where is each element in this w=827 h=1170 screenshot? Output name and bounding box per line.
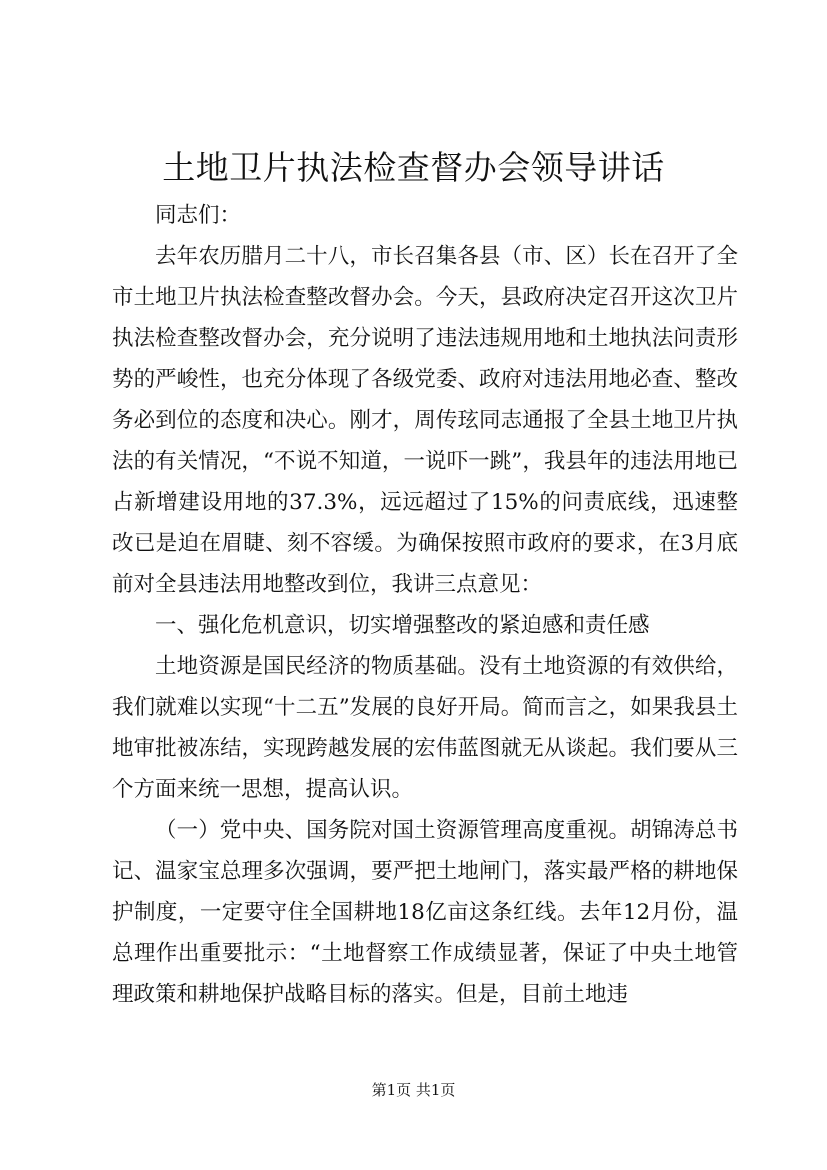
salutation-paragraph: 同志们： (155, 203, 242, 228)
document-body (112, 195, 738, 1015)
document-title: 土地卫片执法检查督办会领导讲话 (162, 148, 665, 187)
page-number-label: 第1页 共1页 (371, 1081, 456, 1099)
body-paragraph: 土地资源是国民经济的物质基础。没有土地资源的有效供给，我们就难以实现“十二五”发展的良好开局。简而言之，如果我县土地审批被冻结，实现跨越发展的宏伟蓝图就无从谈起。我们要从三个方面来统一思想，提高认识。 (112, 654, 738, 802)
page-footer (0, 1080, 827, 1100)
section-heading: 一、强化危机意识，切实增强整改的紧迫感和责任感 (155, 613, 650, 638)
body-paragraph: （一）党中央、国务院对国土资源管理高度重视。胡锦涛总书记、温家宝总理多次强调，要严把土地闸门，落实最严格的耕地保护制度，一定要守住全国耕地18亿亩这条红线。去年12月份，温总理作出重要批示：“土地督察工作成绩显著，保证了中央土地管理政策和耕地保护战略目标的落实。但是，目前土地违 (112, 818, 738, 1007)
intro-paragraph: 去年农历腊月二十八，市长召集各县（市、区）长在召开了全市土地卫片执法检查整改督办会。今天，县政府决定召开这次卫片执法检查整改督办会，充分说明了违法违规用地和土地执法问责形势的严峻性，也充分体现了各级党委、政府对违法用地必查、整改务必到位的态度和决心。刚才，周传玹同志通报了全县土地卫片执法的有关情况，“不说不知道，一说吓一跳”，我县年的违法用地已占新增建设用地的37.3%，远远超过了15%的问责底线，迅速整改已是迫在眉睫、刻不容缓。为确保按照市政府的要求，在3月底前对全县违法用地整改到位，我讲三点意见： (112, 244, 738, 597)
